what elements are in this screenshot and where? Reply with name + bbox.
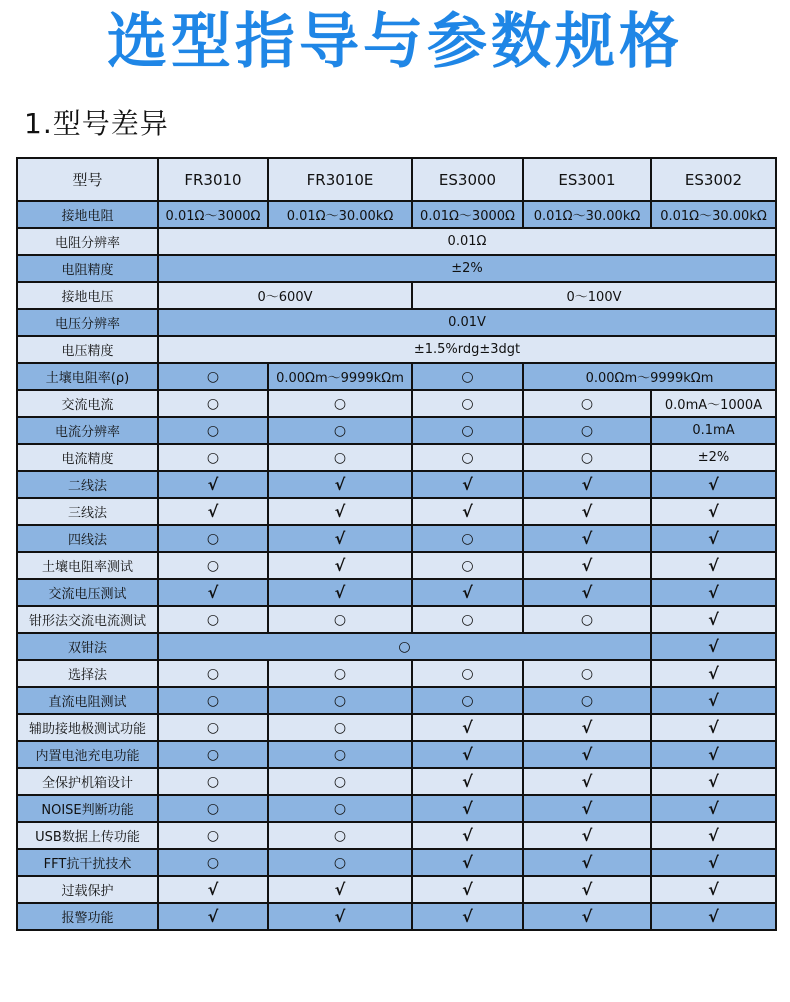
table-cell: 0.01Ω～3000Ω — [158, 201, 268, 228]
table-cell: √ — [523, 714, 651, 741]
table-cell: √ — [412, 795, 523, 822]
table-cell: ○ — [268, 444, 412, 471]
table-cell: √ — [651, 795, 776, 822]
row-label: 三线法 — [17, 498, 158, 525]
table-cell: √ — [523, 498, 651, 525]
row-label: 全保护机箱设计 — [17, 768, 158, 795]
table-row — [17, 552, 776, 579]
table-cell: ±2% — [651, 444, 776, 471]
row-label: 双钳法 — [17, 633, 158, 660]
table-cell: ○ — [158, 714, 268, 741]
table-cell: 0.00Ωm～9999kΩm — [523, 363, 776, 390]
row-label: 报警功能 — [17, 903, 158, 930]
table-row — [17, 525, 776, 552]
table-row — [17, 849, 776, 876]
model-header: ES3000 — [412, 158, 523, 201]
table-cell: ○ — [268, 417, 412, 444]
spec-table — [16, 157, 777, 931]
table-cell: ○ — [158, 363, 268, 390]
table-cell: 0.01Ω — [158, 228, 776, 255]
model-header: FR3010E — [268, 158, 412, 201]
row-label: 交流电流 — [17, 390, 158, 417]
model-header: FR3010 — [158, 158, 268, 201]
table-cell: ○ — [158, 525, 268, 552]
table-cell: 0.01Ω～30.00kΩ — [268, 201, 412, 228]
table-cell: √ — [268, 876, 412, 903]
table-cell: ○ — [268, 795, 412, 822]
table-cell: ○ — [412, 660, 523, 687]
table-cell: ○ — [158, 795, 268, 822]
table-row — [17, 228, 776, 255]
row-label: 过载保护 — [17, 876, 158, 903]
table-cell: √ — [651, 876, 776, 903]
table-cell: ○ — [523, 417, 651, 444]
table-cell: ○ — [158, 822, 268, 849]
table-cell: √ — [523, 525, 651, 552]
page-title: 选型指导与参数规格 — [107, 7, 683, 77]
row-label: 土壤电阻率测试 — [17, 552, 158, 579]
table-row — [17, 201, 776, 228]
table-row — [17, 471, 776, 498]
row-label: 辅助接地极测试功能 — [17, 714, 158, 741]
table-cell: ○ — [412, 687, 523, 714]
table-cell: 0.01V — [158, 309, 776, 336]
table-cell: √ — [268, 471, 412, 498]
table-cell: ○ — [523, 606, 651, 633]
table-row — [17, 687, 776, 714]
table-cell: √ — [412, 741, 523, 768]
table-cell: 0.01Ω～30.00kΩ — [523, 201, 651, 228]
table-cell: 0.0mA～1000A — [651, 390, 776, 417]
table-cell: √ — [412, 579, 523, 606]
table-row — [17, 444, 776, 471]
table-cell: ○ — [158, 417, 268, 444]
table-row — [17, 255, 776, 282]
table-cell: ○ — [268, 768, 412, 795]
table-cell: √ — [412, 876, 523, 903]
table-cell: √ — [268, 552, 412, 579]
table-cell: ○ — [158, 741, 268, 768]
table-cell: √ — [268, 579, 412, 606]
row-label: USB数据上传功能 — [17, 822, 158, 849]
row-label: 四线法 — [17, 525, 158, 552]
row-label: 电压精度 — [17, 336, 158, 363]
row-label: 直流电阻测试 — [17, 687, 158, 714]
table-cell: √ — [158, 498, 268, 525]
table-row — [17, 714, 776, 741]
table-cell: 0.01Ω～3000Ω — [412, 201, 523, 228]
table-cell: ○ — [268, 390, 412, 417]
table-cell: √ — [651, 660, 776, 687]
row-label: 交流电压测试 — [17, 579, 158, 606]
table-cell: ○ — [158, 660, 268, 687]
table-cell: √ — [412, 714, 523, 741]
table-cell: √ — [651, 552, 776, 579]
corner-header: 型号 — [17, 158, 158, 201]
table-cell: √ — [158, 471, 268, 498]
table-cell: √ — [651, 471, 776, 498]
table-header-row — [17, 158, 776, 201]
table-cell: √ — [651, 714, 776, 741]
row-label: 接地电压 — [17, 282, 158, 309]
table-cell: ○ — [268, 660, 412, 687]
table-cell: √ — [651, 687, 776, 714]
row-label: 电流分辨率 — [17, 417, 158, 444]
table-cell: √ — [412, 822, 523, 849]
table-cell: ○ — [158, 444, 268, 471]
table-cell: 0.1mA — [651, 417, 776, 444]
table-cell: √ — [651, 633, 776, 660]
row-label: 接地电阻 — [17, 201, 158, 228]
table-body — [17, 201, 776, 930]
table-cell: ○ — [412, 363, 523, 390]
row-label: FFT抗干扰技术 — [17, 849, 158, 876]
table-cell: √ — [523, 741, 651, 768]
table-cell: √ — [651, 849, 776, 876]
table-cell: √ — [268, 525, 412, 552]
table-cell: 0～600V — [158, 282, 412, 309]
table-cell: ○ — [523, 444, 651, 471]
table-row — [17, 579, 776, 606]
table-cell: √ — [651, 498, 776, 525]
row-label: 电阻精度 — [17, 255, 158, 282]
table-cell: √ — [412, 849, 523, 876]
table-cell: ±1.5%rdg±3dgt — [158, 336, 776, 363]
table-row — [17, 309, 776, 336]
table-cell: ○ — [268, 849, 412, 876]
table-cell: ○ — [412, 552, 523, 579]
table-row — [17, 660, 776, 687]
table-cell: ○ — [523, 390, 651, 417]
table-cell: √ — [651, 579, 776, 606]
table-row — [17, 903, 776, 930]
table-cell: ○ — [158, 606, 268, 633]
row-label: 土壤电阻率(ρ) — [17, 363, 158, 390]
table-row — [17, 282, 776, 309]
table-cell: ○ — [268, 687, 412, 714]
table-cell: ○ — [268, 714, 412, 741]
table-cell: √ — [523, 849, 651, 876]
table-row — [17, 498, 776, 525]
table-cell: √ — [268, 498, 412, 525]
table-cell: √ — [523, 768, 651, 795]
table-cell: √ — [158, 876, 268, 903]
table-cell: √ — [523, 579, 651, 606]
table-row — [17, 417, 776, 444]
table-row — [17, 795, 776, 822]
table-row — [17, 633, 776, 660]
row-label: 内置电池充电功能 — [17, 741, 158, 768]
row-label: 二线法 — [17, 471, 158, 498]
model-header: ES3001 — [523, 158, 651, 201]
table-cell: √ — [651, 741, 776, 768]
table-cell: √ — [651, 903, 776, 930]
table-cell: ○ — [412, 390, 523, 417]
table-cell: √ — [523, 876, 651, 903]
table-cell: √ — [651, 606, 776, 633]
row-label: 选择法 — [17, 660, 158, 687]
table-row — [17, 741, 776, 768]
table-cell: ○ — [268, 606, 412, 633]
table-cell: ○ — [412, 525, 523, 552]
table-cell: ○ — [523, 660, 651, 687]
table-cell: ±2% — [158, 255, 776, 282]
table-cell: ○ — [412, 417, 523, 444]
table-cell: ○ — [158, 633, 651, 660]
table-cell: ○ — [158, 687, 268, 714]
table-cell: ○ — [523, 687, 651, 714]
table-row — [17, 876, 776, 903]
table-cell: ○ — [412, 606, 523, 633]
table-cell: √ — [412, 903, 523, 930]
table-cell: ○ — [158, 390, 268, 417]
table-cell: ○ — [412, 444, 523, 471]
table-cell: √ — [412, 498, 523, 525]
table-cell: √ — [523, 471, 651, 498]
row-label: 电阻分辨率 — [17, 228, 158, 255]
table-cell: 0.00Ωm～9999kΩm — [268, 363, 412, 390]
table-cell: 0～100V — [412, 282, 776, 309]
table-cell: √ — [523, 903, 651, 930]
table-row — [17, 390, 776, 417]
table-cell: √ — [651, 822, 776, 849]
row-label: 电压分辨率 — [17, 309, 158, 336]
model-header: ES3002 — [651, 158, 776, 201]
table-cell: √ — [523, 795, 651, 822]
table-cell: √ — [412, 768, 523, 795]
table-cell: ○ — [268, 822, 412, 849]
table-row — [17, 336, 776, 363]
table-row — [17, 822, 776, 849]
table-cell: ○ — [268, 741, 412, 768]
table-cell: √ — [412, 471, 523, 498]
table-cell: ○ — [158, 768, 268, 795]
table-cell: √ — [523, 822, 651, 849]
row-label: NOISE判断功能 — [17, 795, 158, 822]
section-title: 1.型号差异 — [24, 107, 169, 140]
table-cell: √ — [158, 903, 268, 930]
table-cell: ○ — [158, 849, 268, 876]
row-label: 电流精度 — [17, 444, 158, 471]
table-cell: √ — [651, 768, 776, 795]
table-cell: √ — [268, 903, 412, 930]
table-row — [17, 363, 776, 390]
table-row — [17, 768, 776, 795]
table-cell: ○ — [158, 552, 268, 579]
table-cell: √ — [651, 525, 776, 552]
table-cell: 0.01Ω～30.00kΩ — [651, 201, 776, 228]
table-row — [17, 606, 776, 633]
table-cell: √ — [158, 579, 268, 606]
row-label: 钳形法交流电流测试 — [17, 606, 158, 633]
table-cell: √ — [523, 552, 651, 579]
